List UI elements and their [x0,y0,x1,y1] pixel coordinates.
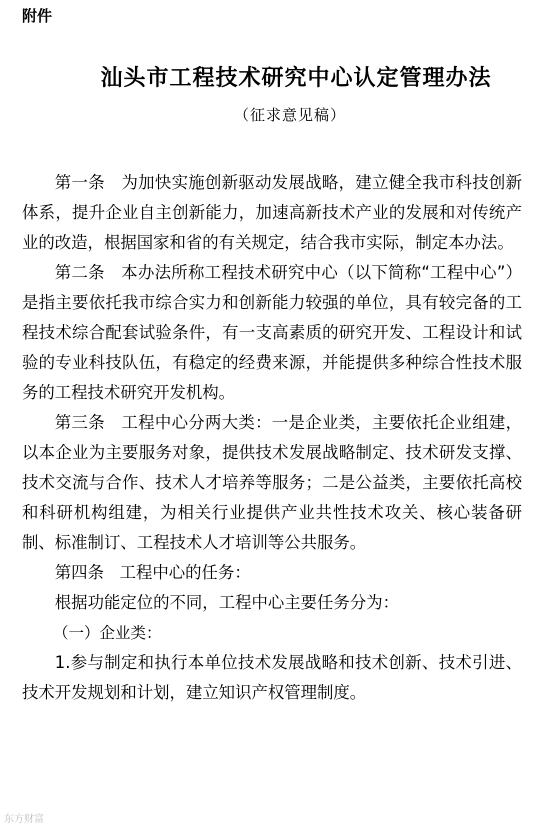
section-label: （一）企业类： [53,624,162,642]
article-heading: 第四条 [54,563,104,582]
list-item: 1.参与制定和执行本单位技术发展战略和技术创新、技术引进、技术开发规划和计划，建立知识产权管理制度。 [22,653,522,702]
attachment-label: 附件 [22,7,53,25]
document-title: 汕头市工程技术研究中心认定管理办法 [100,66,492,91]
article-2 [22,258,522,408]
intro-line: 根据功能定位的不同，工程中心主要任务分为： [54,593,399,612]
watermark-logo: 东方财富 [4,814,44,825]
document-body [22,168,522,708]
article-text: 本办法所称工程技术研究中心（以下简称“工程中心”）是指主要依托我市综合实力和创新能力较强的单位，具有较完备的工程技术综合配套试验条件，有一支高素质的研究开发、工程设计和试验的专业科技队伍，有稳定的经费来源，并能提供多种综合性技术服务的工程技术研究开发机构。 [22,263,523,402]
article-1 [22,168,522,258]
article-text: 工程中心分两大类：一是企业类，主要依托企业组建，以本企业为主要服务对象，提供技术发展战略制定、技术研发支撑、技术交流与合作、技术人才培养等服务；二是公益类，主要依托高校和科研机构组建，为相关行业提供产业共性技术攻关、核心装备研制、标准制订、工程技术人才培训等公共服务。 [22,413,523,552]
document-subtitle: （征求意见稿） [233,106,346,124]
article-text: 工程中心的任务： [119,563,251,582]
article-3 [22,408,522,558]
article-text: 为加快实施创新驱动发展战略，建立健全我市科技创新体系，提升企业自主创新能力，加速高新技术产业的发展和对传统产业的改造，根据国家和省的有关规定，结合我市实际，制定本办法。 [22,173,523,252]
article-4 [22,558,522,588]
article-heading: 第三条 [54,413,105,432]
article-heading: 第二条 [54,263,105,282]
article-heading: 第一条 [54,173,105,192]
